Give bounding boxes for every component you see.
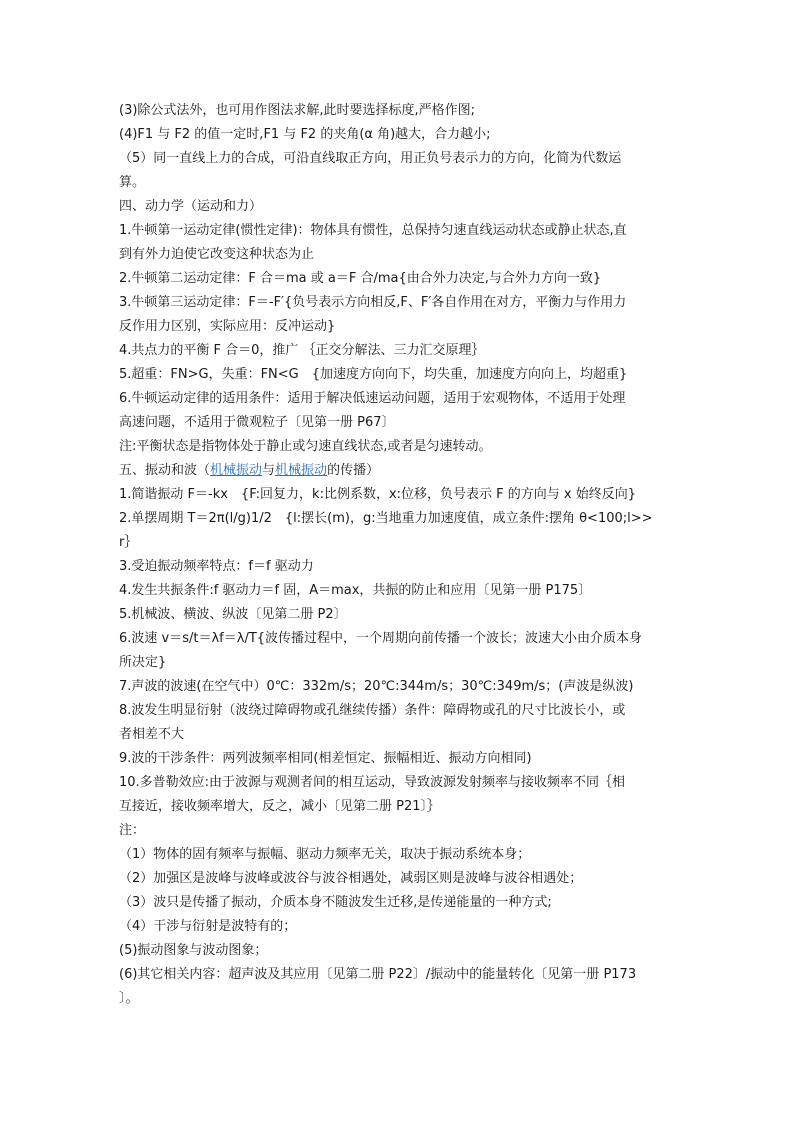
heading-conjunction: 与 <box>262 463 276 478</box>
text-line: 注:平衡状态是指物体处于静止或匀速直线状态,或者是匀速转动。 <box>119 439 492 454</box>
link-mechanical-vibration[interactable]: 机械振动 <box>210 463 263 478</box>
text-line: （1）物体的固有频率与振幅、驱动力频率无关，取决于振动系统本身； <box>119 847 531 862</box>
text-line: 反作用力区别，实际应用：反冲运动} <box>119 319 336 334</box>
text-line: 9.波的干涉条件：两列波频率相同(相差恒定、振幅相近、振动方向相同) <box>119 751 532 766</box>
text-line: 6.牛顿运动定律的适用条件：适用于解决低速运动问题，适用于宏观物体，不适用于处理 <box>119 391 626 406</box>
section-heading-dynamics: 四、动力学（运动和力） <box>119 199 263 214</box>
text-line: 4.共点力的平衡 F 合＝0，推广 ｛正交分解法、三力汇交原理｝ <box>119 343 485 358</box>
text-line: （3）波只是传播了振动，介质本身不随波发生迁移,是传递能量的一种方式; <box>119 895 552 910</box>
text-line: 6.波速 v＝s/t＝λf＝λ/T{波传播过程中，一个周期向前传播一个波长；波速大小由介质本身 <box>119 631 643 646</box>
text-line: （2）加强区是波峰与波峰或波谷与波谷相遇处，减弱区则是波峰与波谷相遇处； <box>119 871 583 886</box>
text-line: 4.发生共振条件:f 驱动力＝f 固，A＝max，共振的防止和应用〔见第一册 P175〕 <box>119 583 592 598</box>
text-line: 1.牛顿第一运动定律(惯性定律)：物体具有惯性，总保持匀速直线运动状态或静止状态,直 <box>119 223 627 238</box>
heading-prefix: 五、振动和波（ <box>119 463 211 478</box>
text-line: 7.声波的波速(在空气中）0℃：332m/s；20℃:344m/s；30℃:349m/s；(声波是纵波) <box>119 679 634 694</box>
text-line: (4)F1 与 F2 的值一定时,F1 与 F2 的夹角(α 角)越大，合力越小; <box>119 127 491 142</box>
text-line: 互接近，接收频率增大，反之，减小〔见第二册 P21〕｝ <box>119 799 441 814</box>
text-line: 2.单摆周期 T＝2π(l/g)1/2 {l:摆长(m)，g:当地重力加速度值，成立条件:摆角 θ<100;l>> <box>119 511 653 526</box>
text-line: 〕。 <box>119 991 139 1006</box>
text-line: 算。 <box>119 175 146 190</box>
text-line: (6)其它相关内容：超声波及其应用〔见第二册 P22〕/振动中的能量转化〔见第一册 P173 <box>119 967 637 982</box>
link-mechanical-vibration-2[interactable]: 机械振动 <box>275 463 328 478</box>
heading-suffix: 的传播） <box>327 463 380 478</box>
text-line: (3)除公式法外，也可用作图法求解,此时要选择标度,严格作图; <box>119 103 476 118</box>
text-line: 3.受迫振动频率特点：f＝f 驱动力 <box>119 559 314 574</box>
text-line: 8.波发生明显衍射（波绕过障碍物或孔继续传播）条件：障碍物或孔的尺寸比波长小，或 <box>119 703 626 718</box>
text-line: （5）同一直线上力的合成，可沿直线取正方向，用正负号表示力的方向，化简为代数运 <box>119 151 622 166</box>
text-line: 注： <box>119 823 146 838</box>
text-line: 者相差不大 <box>119 727 185 742</box>
text-line: （4）干涉与衍射是波特有的； <box>119 919 297 934</box>
text-line: 10.多普勒效应:由于波源与观测者间的相互运动，导致波源发射频率与接收频率不同｛相 <box>119 775 626 790</box>
text-line: 所决定} <box>119 655 167 670</box>
text-line: 1.简谐振动 F＝-kx {F:回复力，k:比例系数，x:位移，负号表示 F 的方向与 x 始终反向} <box>119 487 636 502</box>
text-line: 5.超重：FN>G，失重：FN<G {加速度方向向下，均失重，加速度方向向上，均超重} <box>119 367 628 382</box>
text-line: 2.牛顿第二运动定律：F 合＝ma 或 a＝F 合/ma{由合外力决定,与合外力方向一致} <box>119 271 602 286</box>
text-line: 到有外力迫使它改变这种状态为止 <box>119 247 315 262</box>
section-heading-vibration-waves <box>119 459 675 483</box>
text-line: 高速问题，不适用于微观粒子〔见第一册 P67〕 <box>119 415 395 430</box>
document-body <box>119 99 675 1011</box>
text-line: 5.机械波、横波、纵波〔见第二册 P2〕 <box>119 607 347 622</box>
text-line: 3.牛顿第三运动定律：F＝-F′{负号表示方向相反,F、F′各自作用在对方，平衡力与作用力 <box>119 295 627 310</box>
text-line: r｝ <box>119 535 138 550</box>
text-line: (5)振动图象与波动图象； <box>119 943 268 958</box>
